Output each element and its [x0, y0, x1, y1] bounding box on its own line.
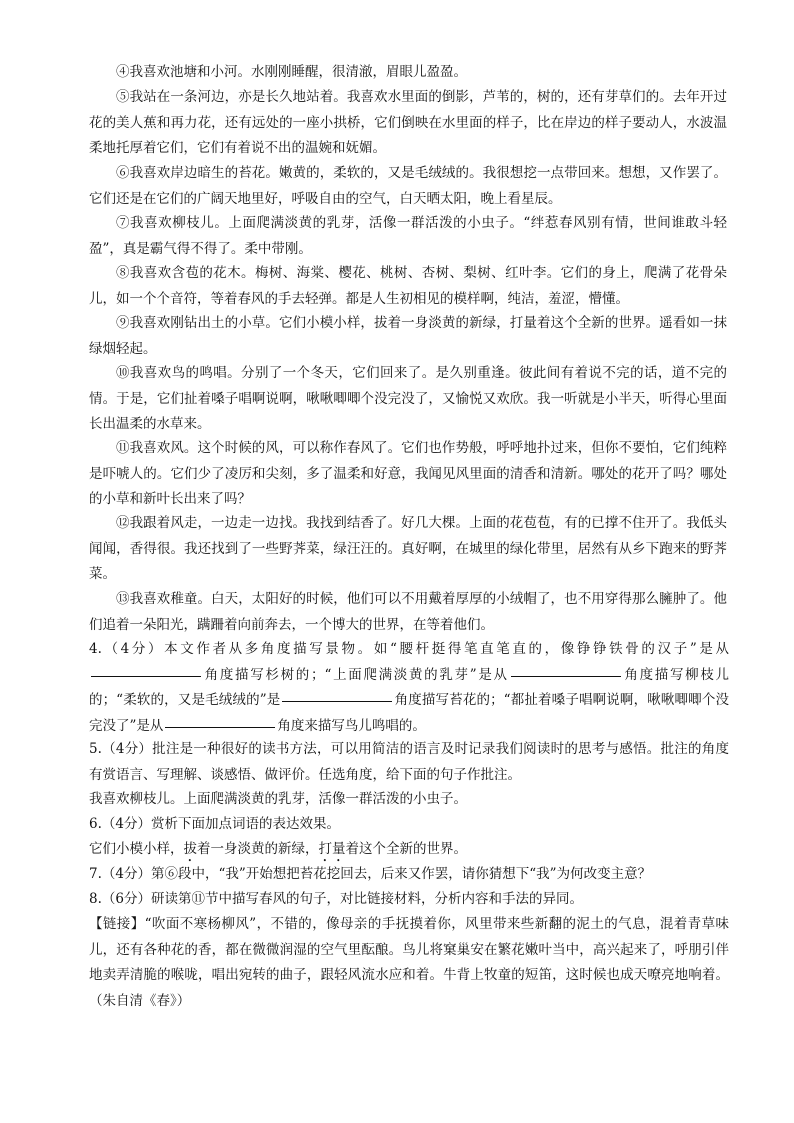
paragraph-9: ⑨我喜欢刚钻出土的小草。它们小模小样，拔着一身淡黄的新绿，打量着这个全新的世界。遥看如一抹绿烟轻起。 — [89, 315, 727, 357]
question-8: 8.（6分）研读第⑪节中描写春风的句子，对比链接材料，分析内容和手法的异同。 — [89, 891, 583, 907]
q6-text-c: 着这个全新的世界。 — [345, 841, 467, 857]
answer-blank[interactable] — [282, 700, 392, 702]
emphasized-word-ba: 拔 — [183, 841, 197, 857]
answer-blank[interactable] — [511, 675, 621, 677]
q6-text-a: 它们小模小样， — [89, 841, 184, 857]
q4-text-1: 4.（4分）本文作者从多角度描写景物。如“腰杆挺得笔直笔直的，像铮铮铁骨的汉子”是从 — [89, 641, 729, 657]
question-6: 6.（4分）赏析下面加点词语的表达效果。 — [89, 816, 340, 832]
emphasized-word-daliang: 打量 — [318, 841, 346, 857]
paragraph-13: ⑬我喜欢稚童。白天，太阳好的时候，他们可以不用戴着厚厚的小绒帽了，也不用穿得那么臃肿了。他们追着一朵阳光，蹒跚着向前奔去，一个博大的世界，在等着他们。 — [89, 591, 727, 633]
question-6-sentence — [89, 837, 729, 865]
paragraph-4: ④我喜欢池塘和小河。水刚刚睡醒，很清澈，眉眼儿盈盈。 — [116, 64, 467, 80]
question-8-link-material: 【链接】“吹面不寒杨柳风”，不错的，像母亲的手抚摸着你，风里带来些新翻的泥土的气息，混着青草味儿，还有各种花的香，都在微微润湿的空气里酝酿。鸟儿将窠巢安在繁花嫩叶当中，高兴起来了，呼朋引伴地卖弄清脆的喉咙，唱出宛转的曲子，跟轻风流水应和着。牛背上牧童的短笛，这时候也成天嘹亮地响着。（朱自清《春》） — [89, 916, 729, 1009]
answer-blank[interactable] — [165, 726, 275, 728]
question-4 — [89, 637, 729, 739]
q4-text-4: 角度描写苔花的；“都扯着嗓子唱啊说啊，啾啾唧唧个没完没了”是从 — [89, 692, 729, 734]
q6-text-b: 着一身淡黄的新绿， — [197, 841, 319, 857]
question-7: 7.（4分）第⑥段中，“我”开始想把苔花挖回去，后来又作罢，请你猜想下“我”为何改变主意？ — [89, 866, 652, 882]
question-5: 5.（4分）批注是一种很好的读书方法，可以用简洁的语言及时记录我们阅读时的思考与感悟。批注的角度有赏语言、写理解、谈感悟、做评价。任选角度，给下面的句子作批注。 — [89, 741, 729, 783]
paragraph-10: ⑩我喜欢鸟的鸣唱。分别了一个冬天，它们回来了。是久别重逢。彼此间有着说不完的话，道不完的情。于是，它们扯着嗓子唱啊说啊，啾啾唧唧个没完没了，又愉悦又欢欣。我一听就是小半天，听得心里面长出温柔的水草来。 — [89, 365, 727, 432]
q4-text-5: 角度来描写鸟儿鸣唱的。 — [277, 717, 426, 734]
paragraph-5: ⑤我站在一条河边，亦是长久地站着。我喜欢水里面的倒影，芦苇的，树的，还有芽草们的。去年开过花的美人蕉和再力花，还有远处的一座小拱桥，它们倒映在水里面的样子，比在岸边的样子要动人，水波温柔地托厚着它们，它们有着说不出的温婉和妩媚。 — [89, 89, 727, 156]
paragraph-12: ⑫我跟着风走，一边走一边找。我找到结香了。好几大棵。上面的花苞苞，有的已撑不住开了。我低头闻闻，香得很。我还找到了一些野荠菜，绿汪汪的。真好啊，在城里的绿化带里，居然有从乡下跑来的野荠菜。 — [89, 515, 727, 582]
paragraph-7: ⑦我喜欢柳枝儿。上面爬满淡黄的乳芽，活像一群活泼的小虫子。“绊惹春风别有情，世间谁敢斗轻盈”，真是霸气得不得了。柔中带刚。 — [89, 215, 727, 257]
q4-text-2: 角度描写杉树的；“上面爬满淡黄的乳芽”是从 — [203, 666, 509, 683]
paragraph-11: ⑪我喜欢风。这个时候的风，可以称作春风了。它们也作势般，呼呼地扑过来，但你不要怕，它们纯粹是吓唬人的。它们少了凌厉和尖刻，多了温柔和好意，我闻见风里面的清香和清新。哪处的花开了吗？哪处的小草和新叶长出来了吗？ — [89, 440, 727, 507]
paragraph-8: ⑧我喜欢含苞的花木。梅树、海棠、樱花、桃树、杏树、梨树、红叶李。它们的身上，爬满了花骨朵儿，如一个个音符，等着春风的手去轻弹。都是人生初相见的模样啊，纯洁，羞涩，懵懂。 — [89, 265, 727, 307]
paragraph-6: ⑥我喜欢岸边暗生的苔花。嫩黄的，柔软的，又是毛绒绒的。我很想挖一点带回来。想想，又作罢了。它们还是在它们的广阔天地里好，呼吸自由的空气，白天晒太阳，晚上看星辰。 — [89, 165, 727, 207]
answer-blank[interactable] — [91, 675, 201, 677]
q4-text-3: 角度描写柳枝儿的；“柔软的，又是毛绒绒的”是 — [89, 666, 730, 708]
question-5-sentence: 我喜欢柳枝儿。上面爬满淡黄的乳芽，活像一群活泼的小虫子。 — [89, 791, 467, 807]
